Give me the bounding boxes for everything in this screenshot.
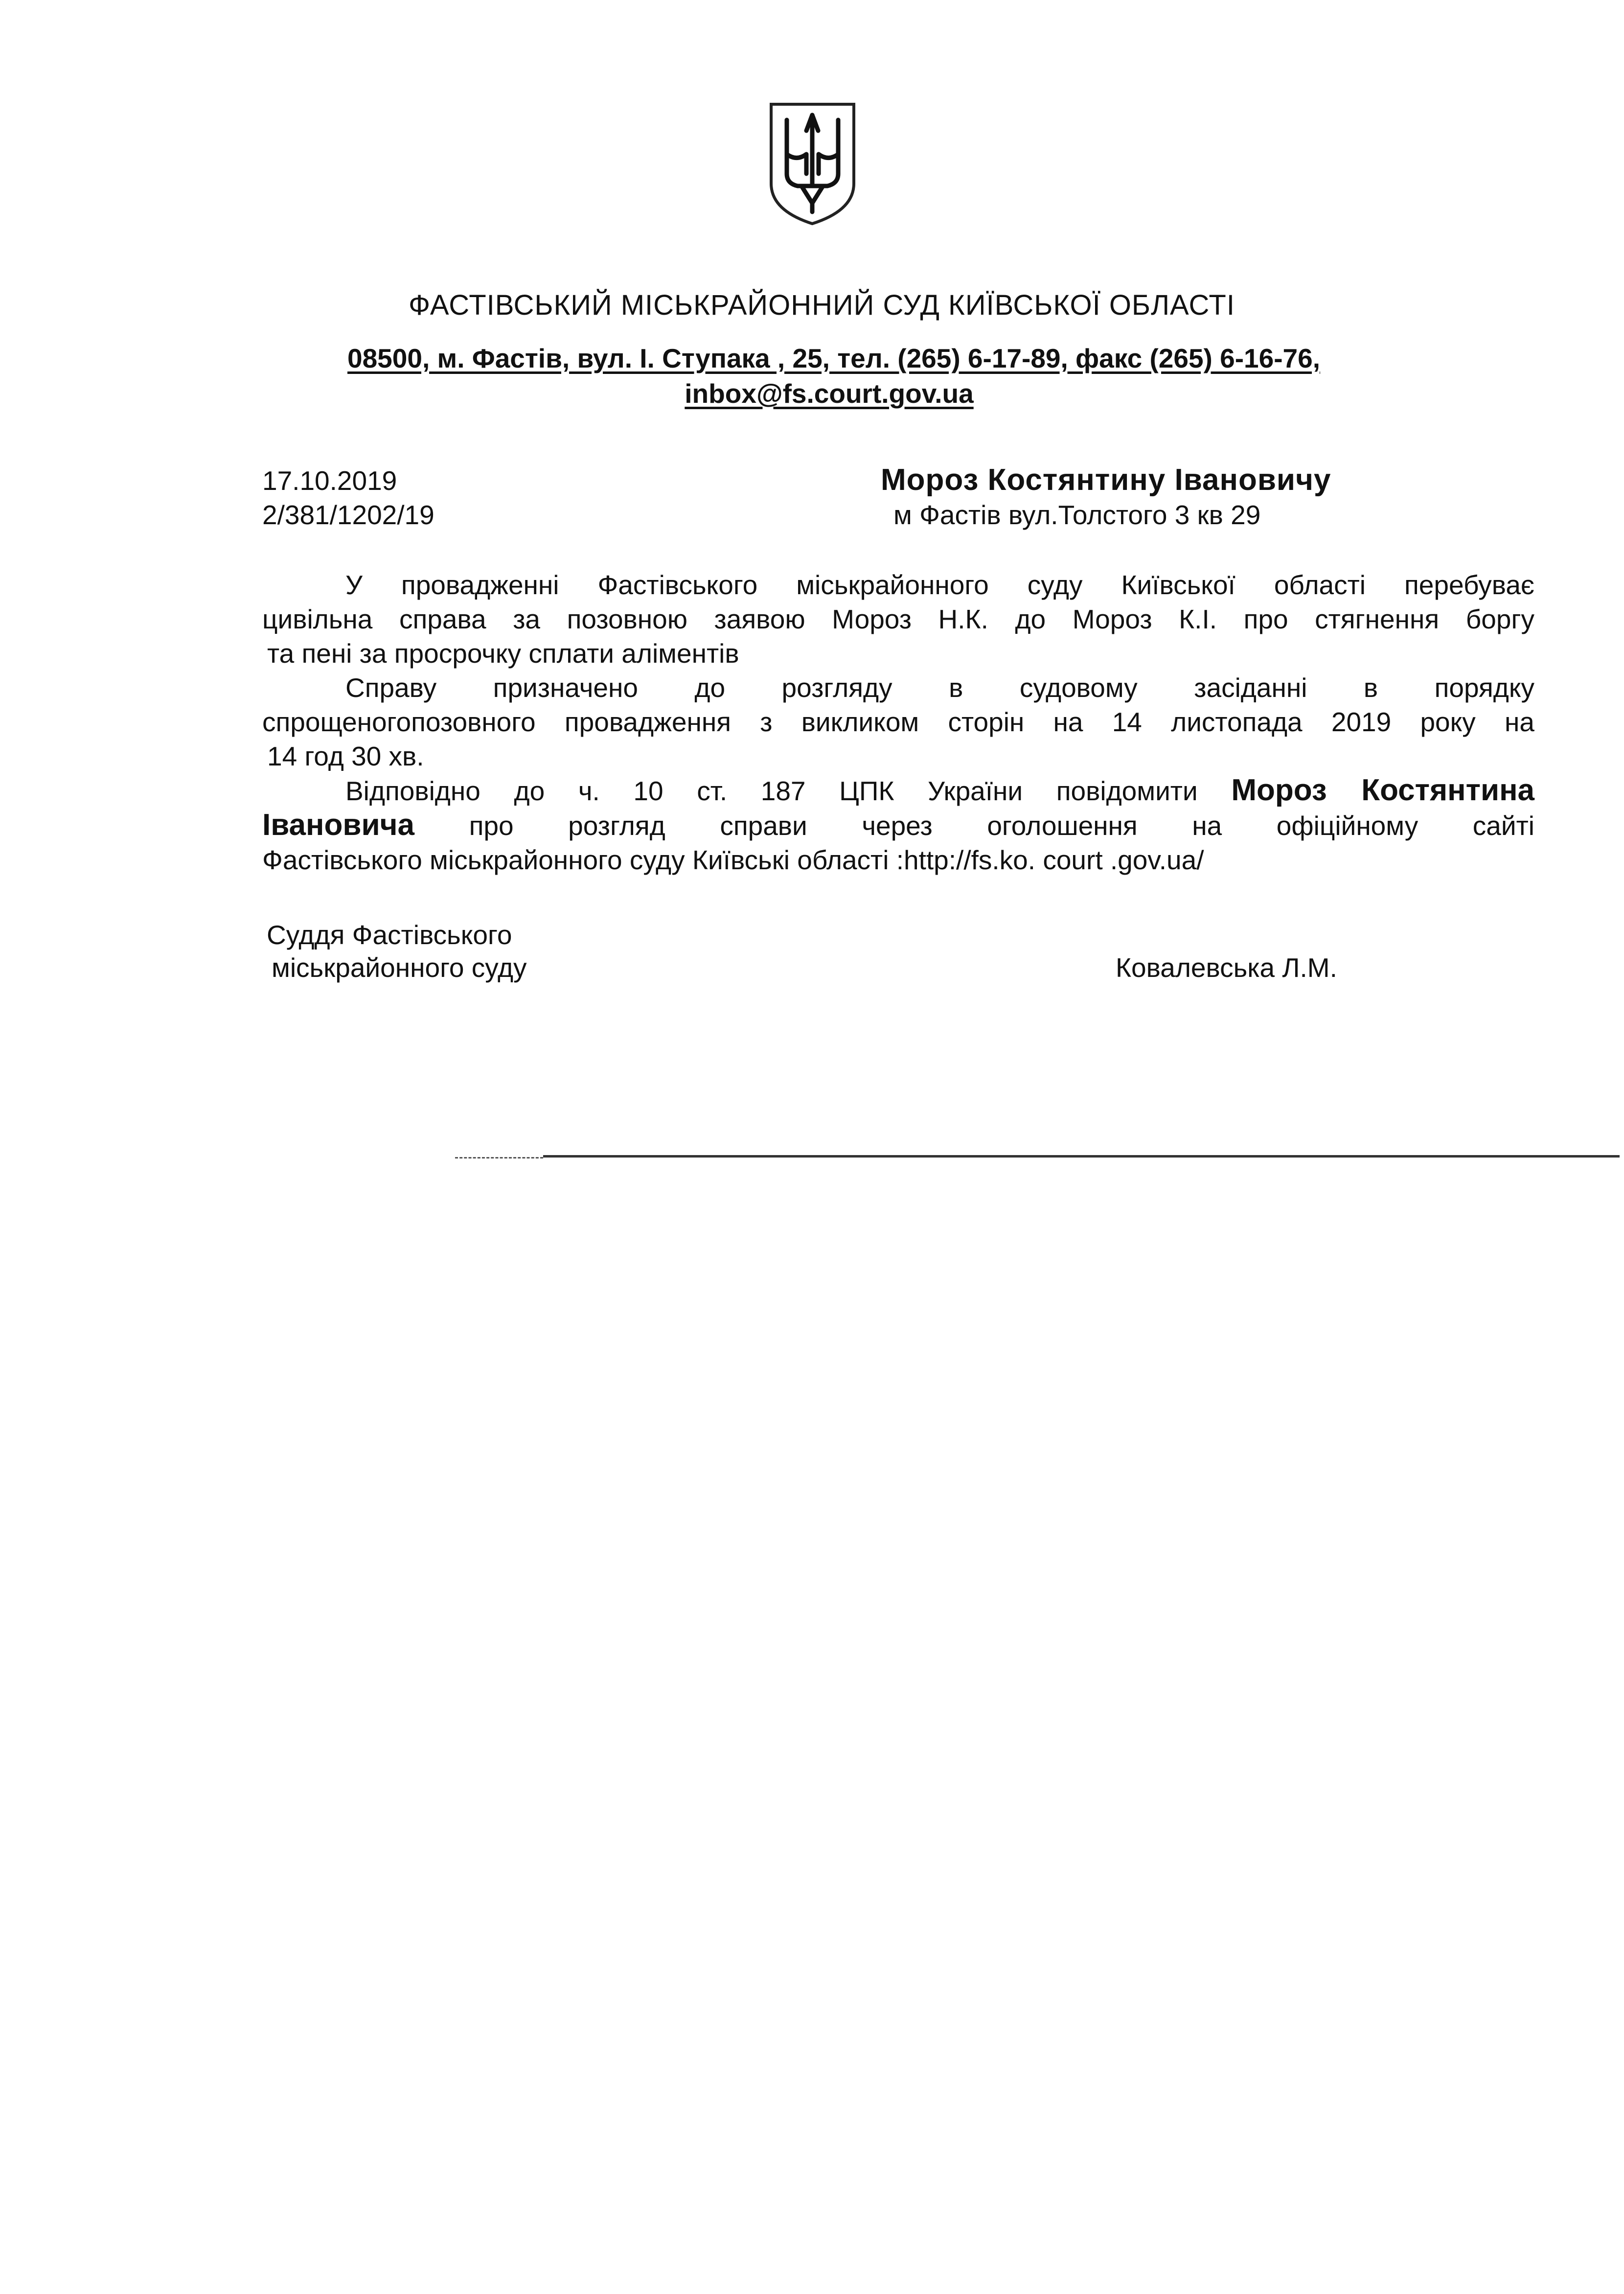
document-date: 17.10.2019 [262,465,397,496]
court-email: inbox@fs.court.gov.ua [685,378,974,409]
defendant-name: Мороз Костянтина [1231,773,1535,807]
paragraph-line: та пені за просрочку сплати аліментів [267,638,739,669]
paragraph-line [262,808,1534,843]
paragraph-line: спрощеногопозовного провадження з викликом сторін на 14 листопада 2019 року на [262,707,1534,737]
paragraph-case-description [262,568,1534,671]
paragraph-notification [262,773,1534,877]
page-divider-dashed [455,1157,543,1159]
paragraph-line [262,773,1534,808]
defendant-patronymic: Івановича [262,808,415,842]
case-number: 2/381/1202/19 [262,500,435,530]
judge-title-line-1: Суддя Фастівського [267,920,512,950]
paragraph-line: Фастівського міськрайонного суду Київські області :http://fs.ko. court .gov.ua/ [262,845,1204,875]
paragraph-line: 14 год 30 хв. [267,741,424,771]
paragraph-line: Справу призначено до розгляду в судовому засіданні в порядку [345,672,1534,703]
page-divider [543,1155,1620,1158]
ukraine-trident-coat-of-arms-icon [767,100,858,228]
recipient-address: м Фастів вул.Толстого 3 кв 29 [893,500,1261,530]
paragraph-text: про розгляд справи через оголошення на офіційному сайті [469,811,1535,841]
paragraph-text: Відповідно до ч. 10 ст. 187 ЦПК України повідомити [345,776,1198,806]
judge-title-line-2: міськрайонного суду [272,952,527,983]
paragraph-line: цивільна справа за позовною заявою Мороз Н.К. до Мороз К.І. про стягнення боргу [262,604,1534,634]
recipient-name: Мороз Костянтину Івановичу [881,463,1331,497]
paragraph-hearing-schedule [262,671,1534,773]
judge-name: Ковалевська Л.М. [1116,952,1337,983]
paragraph-line: У провадженні Фастівського міськрайонного суду Київської області перебуває [345,570,1534,600]
court-name: ФАСТІВСЬКИЙ МІСЬКРАЙОННИЙ СУД КИЇВСЬКОЇ ОБЛАСТІ [409,289,1235,321]
court-address-contacts: 08500, м. Фастів, вул. І. Ступака , 25, тел. (265) 6-17-89, факс (265) 6-16-76, [347,343,1320,373]
